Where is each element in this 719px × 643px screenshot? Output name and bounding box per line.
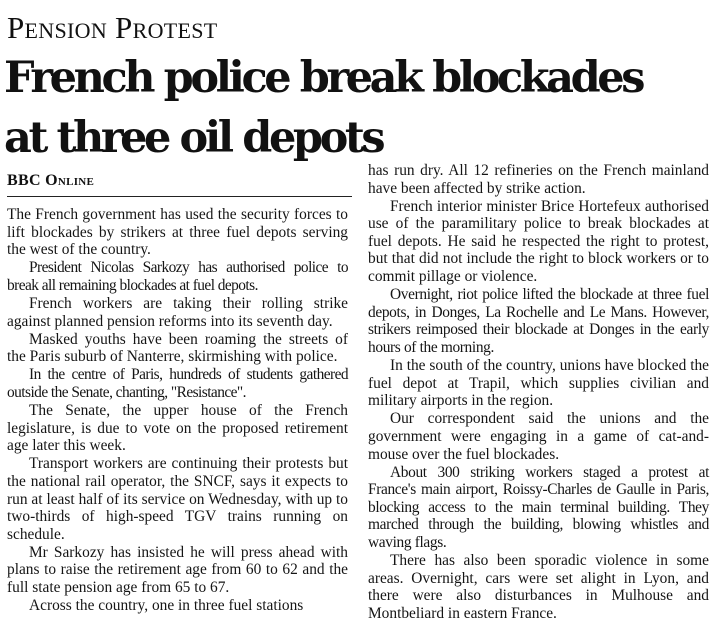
paragraph: has run dry. All 12 refineries on the French mainland have been affected by strike action. bbox=[368, 162, 709, 197]
paragraph: Transport workers are continuing their protests but the national rail operator, the SNCF, says it expects to run at least half of its service on Wednesday, with up to two-thirds of high-speed TGV trains running on schedule. bbox=[7, 455, 348, 543]
paragraph: Overnight, riot police lifted the blockade at three fuel depots, in Donges, La Rochelle and Le Mans. However, strikers reimposed their blockade at Donges in the early hours of the morning. bbox=[368, 286, 709, 356]
section-kicker: Pension Protest bbox=[7, 10, 218, 45]
paragraph: President Nicolas Sarkozy has authorised police to break all remaining blockades at fuel depots. bbox=[7, 259, 348, 294]
paragraph: French interior minister Brice Hortefeux authorised use of the paramilitary police to break blockades at fuel depots. He said he respected the right to protest, but that did not include the right to block workers or to commit pillage or violence. bbox=[368, 197, 709, 286]
article-column-1 bbox=[7, 206, 348, 615]
paragraph: In the centre of Paris, hundreds of students gathered outside the Senate, chanting, "Resistance". bbox=[7, 366, 348, 401]
paragraph: Mr Sarkozy has insisted he will press ahead with plans to raise the retirement age from 60 to 62 and the full state pension age from 65 to 67. bbox=[7, 543, 348, 596]
paragraph: Across the country, one in three fuel stations bbox=[29, 597, 304, 615]
paragraph: French workers are taking their rolling strike against planned pension reforms into its seventh day. bbox=[7, 294, 348, 330]
byline: BBC Online bbox=[7, 172, 352, 197]
headline-line-1: French police break blockades bbox=[4, 53, 643, 103]
paragraph: The French government has used the security forces to lift blockades by strikers at three fuel depots serving the west of the country. bbox=[7, 206, 348, 259]
paragraph: In the south of the country, unions have blocked the fuel depot at Trapil, which supplies civilian and military airports in the region. bbox=[368, 357, 709, 410]
paragraph: About 300 striking workers staged a protest at France's main airport, Roissy-Charles de Gaulle in Paris, blocking access to the main terminal building. They marched through the building, blowing whistles and waving flags. bbox=[368, 463, 709, 551]
paragraph: There has also been sporadic violence in some areas. Overnight, cars were set alight in Lyon, and there were also disturbances in Mulhouse and Montbeliard in eastern France. bbox=[368, 552, 709, 622]
paragraph: Our correspondent said the unions and the government were engaging in a game of cat-and-mouse over the fuel blockades. bbox=[368, 410, 709, 463]
article-column-2 bbox=[368, 162, 709, 623]
paragraph: Masked youths have been roaming the streets of the Paris suburb of Nanterre, skirmishing with police. bbox=[7, 330, 348, 366]
paragraph: The Senate, the upper house of the French legislature, is due to vote on the proposed retirement age later this week. bbox=[7, 402, 348, 455]
headline bbox=[4, 48, 719, 168]
headline-line-2: at three oil depots bbox=[4, 113, 383, 163]
